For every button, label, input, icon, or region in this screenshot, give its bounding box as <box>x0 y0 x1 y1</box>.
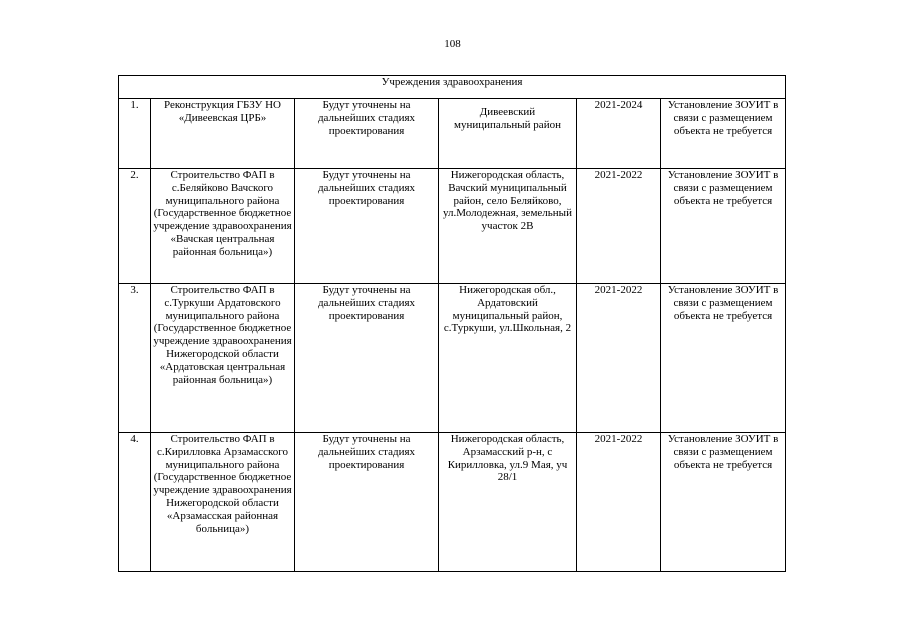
object-name: Строительство ФАП в с.Кирилловка Арзамасского муниципального района (Государственное бюджетное учреждение здравоохранения Нижегородской области «Арзамасская районная больница») <box>151 433 295 572</box>
object-location: Нижегородская область, Арзамасский р-н, с Кирилловка, ул.9 Мая, уч 28/1 <box>439 433 577 572</box>
object-zone: Установление ЗОУИТ в связи с размещением объекта не требуется <box>661 169 786 284</box>
section-header-row <box>119 76 786 99</box>
object-period: 2021-2022 <box>577 169 661 284</box>
table-row <box>119 169 786 284</box>
object-params: Будут уточнены на дальнейших стадиях проектирования <box>295 284 439 433</box>
object-name: Реконструкция ГБЗУ НО «Дивеевская ЦРБ» <box>151 99 295 169</box>
object-location: Дивеевский муниципальный район <box>439 99 577 169</box>
page-number: 108 <box>444 38 461 50</box>
table-row <box>119 433 786 572</box>
object-location: Нижегородская обл., Ардатовский муниципальный район, с.Туркуши, ул.Школьная, 2 <box>439 284 577 433</box>
object-period: 2021-2024 <box>577 99 661 169</box>
object-zone: Установление ЗОУИТ в связи с размещением объекта не требуется <box>661 433 786 572</box>
object-period: 2021-2022 <box>577 433 661 572</box>
row-number: 4. <box>119 433 151 572</box>
object-zone: Установление ЗОУИТ в связи с размещением объекта не требуется <box>661 284 786 433</box>
table-row <box>119 284 786 433</box>
section-title: Учреждения здравоохранения <box>119 76 786 99</box>
object-params: Будут уточнены на дальнейших стадиях проектирования <box>295 99 439 169</box>
object-name: Строительство ФАП в с.Беляйково Вачского муниципального района (Государственное бюджетное учреждение здравоохранения «Вачская центральная районная больница») <box>151 169 295 284</box>
table-row <box>119 99 786 169</box>
row-number: 1. <box>119 99 151 169</box>
object-params: Будут уточнены на дальнейших стадиях проектирования <box>295 433 439 572</box>
facilities-table <box>118 75 786 572</box>
object-name: Строительство ФАП в с.Туркуши Ардатовского муниципального района (Государственное бюджетное учреждение здравоохранения Нижегородской области «Ардатовская центральная районная больница») <box>151 284 295 433</box>
object-period: 2021-2022 <box>577 284 661 433</box>
row-number: 2. <box>119 169 151 284</box>
object-location: Нижегородская область, Вачский муниципальный район, село Беляйково, ул.Молодежная, земельный участок 2В <box>439 169 577 284</box>
row-number: 3. <box>119 284 151 433</box>
object-zone: Установление ЗОУИТ в связи с размещением объекта не требуется <box>661 99 786 169</box>
object-params: Будут уточнены на дальнейших стадиях проектирования <box>295 169 439 284</box>
